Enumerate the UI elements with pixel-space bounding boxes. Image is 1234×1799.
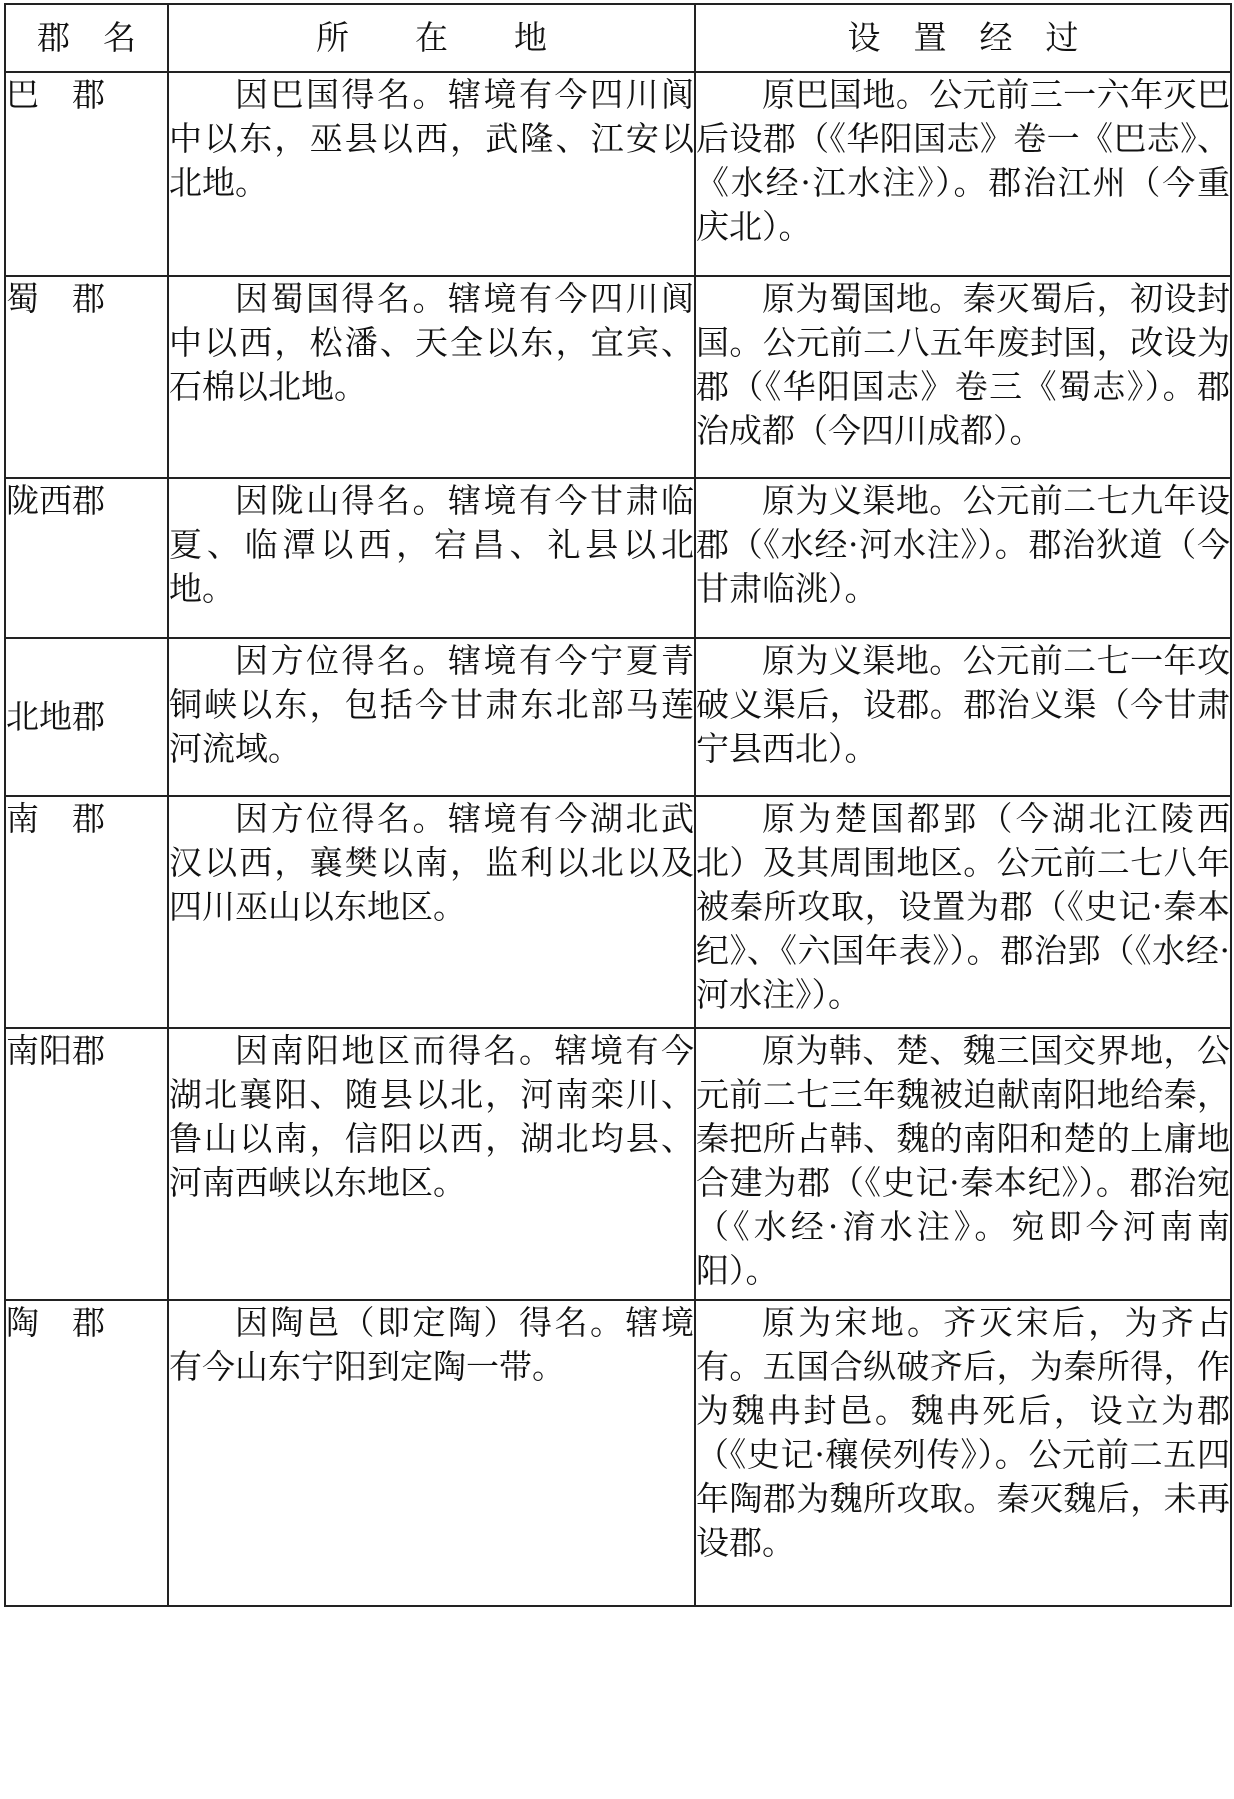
commandery-name: 蜀 郡 [5,276,168,478]
commanderies-table [4,3,1232,1607]
commandery-history: 原为韩、楚、魏三国交界地，公元前二七三年魏被迫献南阳地给秦，秦把所占韩、魏的南阳和楚的上庸地合建为郡（《史记·秦本纪》）。郡治宛（《水经·淯水注》。宛即今河南南阳）。 [695,1028,1231,1300]
commandery-location: 因陶邑（即定陶）得名。辖境有今山东宁阳到定陶一带。 [168,1300,695,1606]
commandery-location: 因方位得名。辖境有今湖北武汉以西，襄樊以南，监利以北以及四川巫山以东地区。 [168,796,695,1028]
commandery-name: 巴 郡 [5,72,168,276]
commandery-location: 因方位得名。辖境有今宁夏青铜峡以东，包括今甘肃东北部马莲河流域。 [168,638,695,796]
commandery-history: 原巴国地。公元前三一六年灭巴后设郡（《华阳国志》卷一《巴志》、《水经·江水注》）。郡治江州（今重庆北）。 [695,72,1231,276]
table-row [5,276,1231,478]
commandery-name: 陶 郡 [5,1300,168,1606]
commandery-history: 原为楚国都郢（今湖北江陵西北）及其周围地区。公元前二七八年被秦所攻取，设置为郡（《史记·秦本纪》、《六国年表》）。郡治郢（《水经·河水注》）。 [695,796,1231,1028]
commandery-history: 原为宋地。齐灭宋后，为齐占有。五国合纵破齐后，为秦所得，作为魏冉封邑。魏冉死后，设立为郡（《史记·穰侯列传》）。公元前二五四年陶郡为魏所攻取。秦灭魏后，未再设郡。 [695,1300,1231,1606]
commandery-name: 陇西郡 [5,478,168,638]
table-row [5,1028,1231,1300]
commandery-history: 原为义渠地。公元前二七九年设郡（《水经·河水注》）。郡治狄道（今甘肃临洮）。 [695,478,1231,638]
commandery-location: 因南阳地区而得名。辖境有今湖北襄阳、随县以北，河南栾川、鲁山以南，信阳以西，湖北均县、河南西峡以东地区。 [168,1028,695,1300]
table-header-row [5,4,1231,72]
table-row [5,1300,1231,1606]
header-location: 所 在 地 [168,4,695,72]
commandery-name: 北地郡 [5,638,168,796]
commandery-location: 因陇山得名。辖境有今甘肃临夏、临潭以西，宕昌、礼县以北地。 [168,478,695,638]
table-row [5,72,1231,276]
commandery-location: 因巴国得名。辖境有今四川阆中以东，巫县以西，武隆、江安以北地。 [168,72,695,276]
header-name: 郡 名 [5,4,168,72]
commandery-name: 南 郡 [5,796,168,1028]
table-row [5,478,1231,638]
commandery-location: 因蜀国得名。辖境有今四川阆中以西，松潘、天全以东，宜宾、石棉以北地。 [168,276,695,478]
table-row [5,796,1231,1028]
header-history: 设 置 经 过 [695,4,1231,72]
commandery-history: 原为蜀国地。秦灭蜀后，初设封国。公元前二八五年废封国，改设为郡（《华阳国志》卷三《蜀志》）。郡治成都（今四川成都）。 [695,276,1231,478]
commandery-name: 南阳郡 [5,1028,168,1300]
commandery-history: 原为义渠地。公元前二七一年攻破义渠后，设郡。郡治义渠（今甘肃宁县西北）。 [695,638,1231,796]
table-row [5,638,1231,796]
